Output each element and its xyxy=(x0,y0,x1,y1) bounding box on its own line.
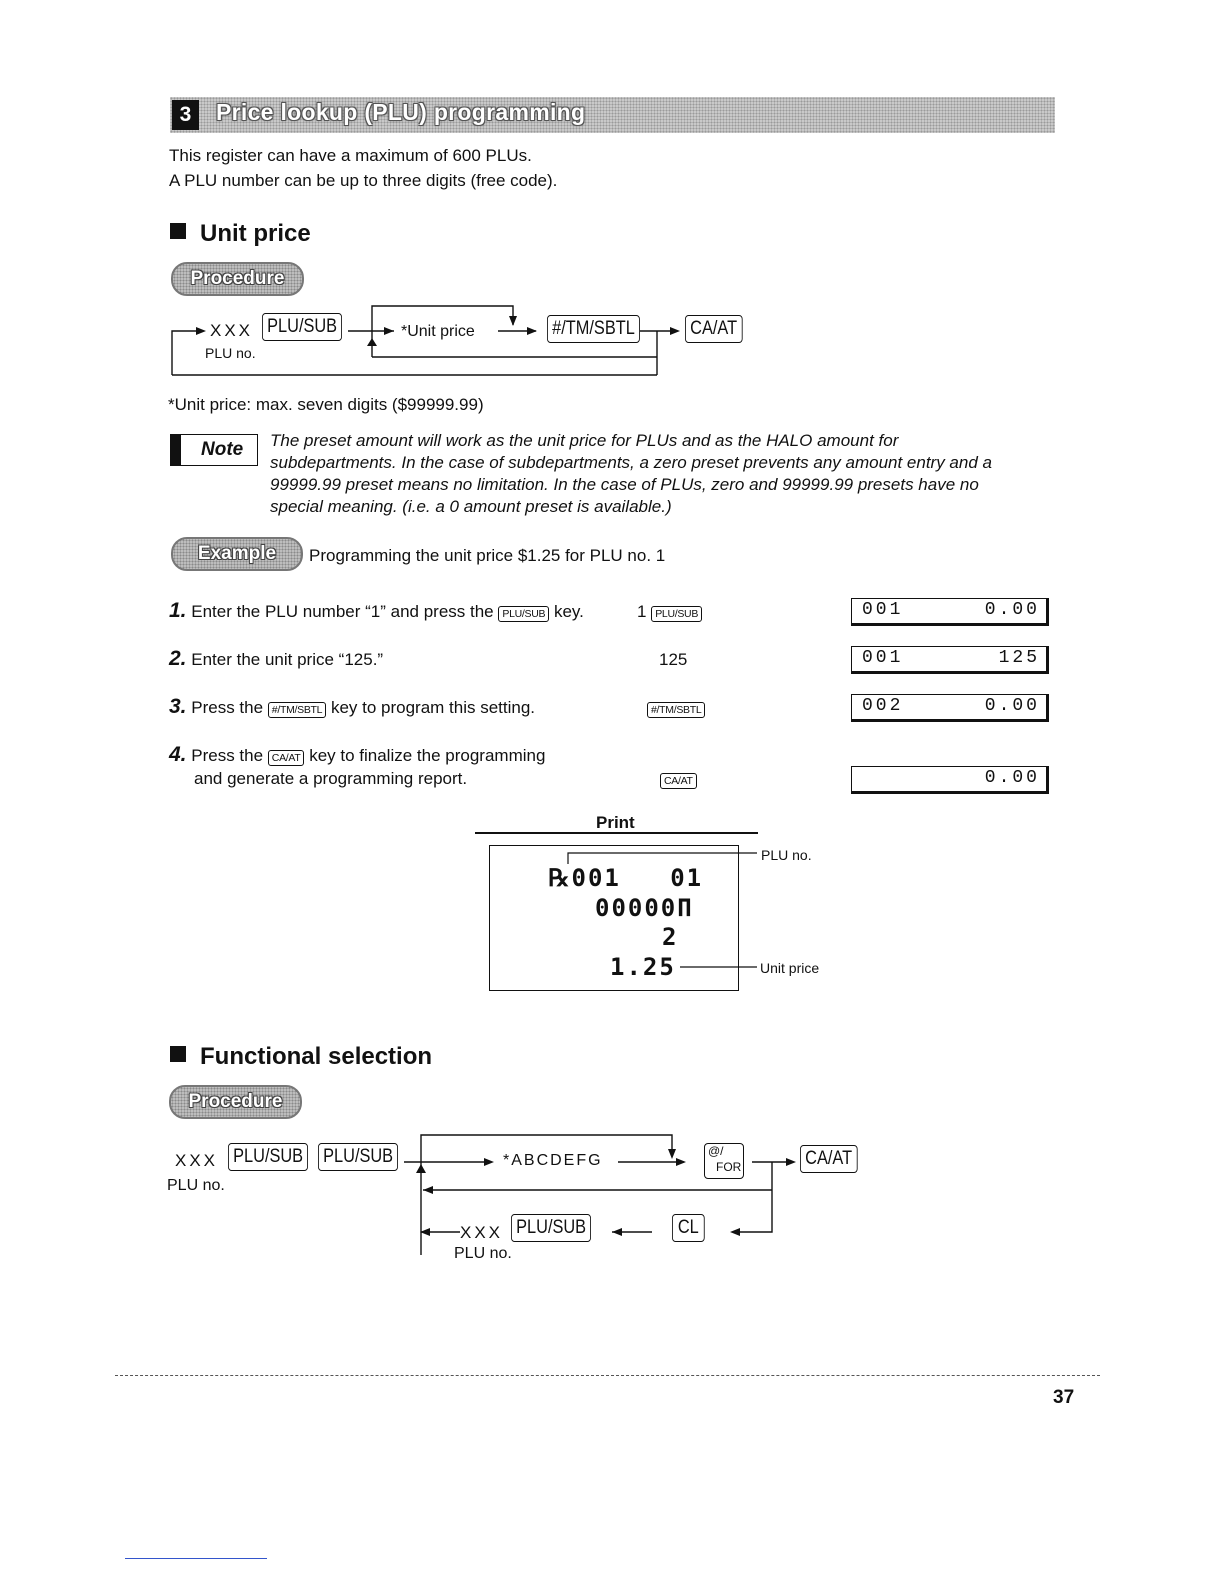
receipt-line-1: ℞001 01 xyxy=(548,864,704,892)
callout-unit-price: Unit price xyxy=(760,960,820,976)
step-1: 1. Enter the PLU number “1” and press the PLU/SUB key. xyxy=(169,599,584,622)
display-step-1: 001 0.00 xyxy=(851,598,1049,626)
unit-price-label: *Unit price xyxy=(401,323,475,340)
plu-number-caption: PLU no. xyxy=(205,345,256,361)
unit-price-heading: Unit price xyxy=(170,220,311,248)
plu-number-entry: XXX xyxy=(210,321,254,340)
section-title: Price lookup (PLU) programming xyxy=(216,99,586,125)
receipt-line-3: 2 xyxy=(662,923,679,951)
example-text: Programming the unit price $1.25 for PLU no. 1 xyxy=(309,546,666,565)
example-badge: Example xyxy=(171,537,303,571)
note-badge: Note xyxy=(170,434,258,466)
display-step-4: 0.00 xyxy=(851,766,1049,794)
abcdefg-entry: *ABCDEFG xyxy=(503,1152,603,1169)
functional-selection-heading: Functional selection xyxy=(170,1043,432,1071)
step-1-entry: 1 PLU/SUB xyxy=(637,602,702,622)
page-edge-mark xyxy=(125,1558,267,1559)
section-number: 3 xyxy=(172,100,199,130)
loop-plu-caption: PLU no. xyxy=(454,1245,512,1262)
plu-sub-key-1[interactable]: PLU/SUB xyxy=(228,1143,308,1171)
intro-line-1: This register can have a maximum of 600 PLUs. xyxy=(169,146,532,165)
callout-plu-no: PLU no. xyxy=(761,847,812,863)
tm-sbtl-key-inline[interactable]: #/TM/SBTL xyxy=(268,702,326,718)
intro-line-2: A PLU number can be up to three digits (free code). xyxy=(169,171,558,190)
display-step-3: 002 0.00 xyxy=(851,694,1049,722)
procedure-badge-2: Procedure xyxy=(169,1085,302,1119)
step-2: 2. Enter the unit price “125.” xyxy=(169,647,384,670)
plu-sub-key-entry[interactable]: PLU/SUB xyxy=(651,606,702,622)
loop-plu-entry: XXX xyxy=(460,1223,504,1242)
step-4: 4. Press the CA/AT key to finalize the programming xyxy=(169,743,546,766)
ca-at-key-entry[interactable]: CA/AT xyxy=(660,773,697,789)
footer-divider xyxy=(115,1375,1100,1376)
print-label: Print xyxy=(596,813,635,832)
procedure-badge: Procedure xyxy=(171,262,304,296)
ca-at-key-inline[interactable]: CA/AT xyxy=(268,750,305,766)
ca-at-key-2[interactable]: CA/AT xyxy=(800,1145,857,1173)
at-for-key[interactable]: @/ FOR xyxy=(704,1143,744,1179)
ca-at-key[interactable]: CA/AT xyxy=(685,315,742,343)
plu-number-entry-2: XXX xyxy=(175,1151,219,1170)
note-text: The preset amount will work as the unit price for PLUs and as the HALO amount for subdepartments. In the case of subdepartments, a zero preset prevents any amount entry and a 99999.99 preset means no limitation. In the case of PLUs, zero and 99999.99 presets have no special meaning. (i.e. a 0 amount preset is available.) xyxy=(270,431,992,516)
cl-key[interactable]: CL xyxy=(672,1214,705,1242)
plu-sub-key-2[interactable]: PLU/SUB xyxy=(318,1143,398,1171)
step-2-entry: 125 xyxy=(659,650,688,669)
plu-sub-key-inline[interactable]: PLU/SUB xyxy=(498,606,549,622)
receipt-line-2: 00000Π xyxy=(595,894,694,922)
tm-sbtl-key[interactable]: #/TM/SBTL xyxy=(547,315,640,343)
page-number: 37 xyxy=(1053,1387,1075,1408)
receipt-line-4: 1.25 xyxy=(610,953,676,981)
display-step-2: 001 125 xyxy=(851,646,1049,674)
plu-sub-key[interactable]: PLU/SUB xyxy=(262,313,342,341)
loop-plu-sub-key[interactable]: PLU/SUB xyxy=(511,1214,591,1242)
step-3: 3. Press the #/TM/SBTL key to program this setting. xyxy=(169,695,536,718)
step-4-line-2: and generate a programming report. xyxy=(194,769,468,788)
tm-sbtl-key-entry[interactable]: #/TM/SBTL xyxy=(647,702,705,718)
unit-price-footnote: *Unit price: max. seven digits ($99999.99) xyxy=(168,395,484,414)
plu-number-caption-2: PLU no. xyxy=(167,1177,225,1194)
